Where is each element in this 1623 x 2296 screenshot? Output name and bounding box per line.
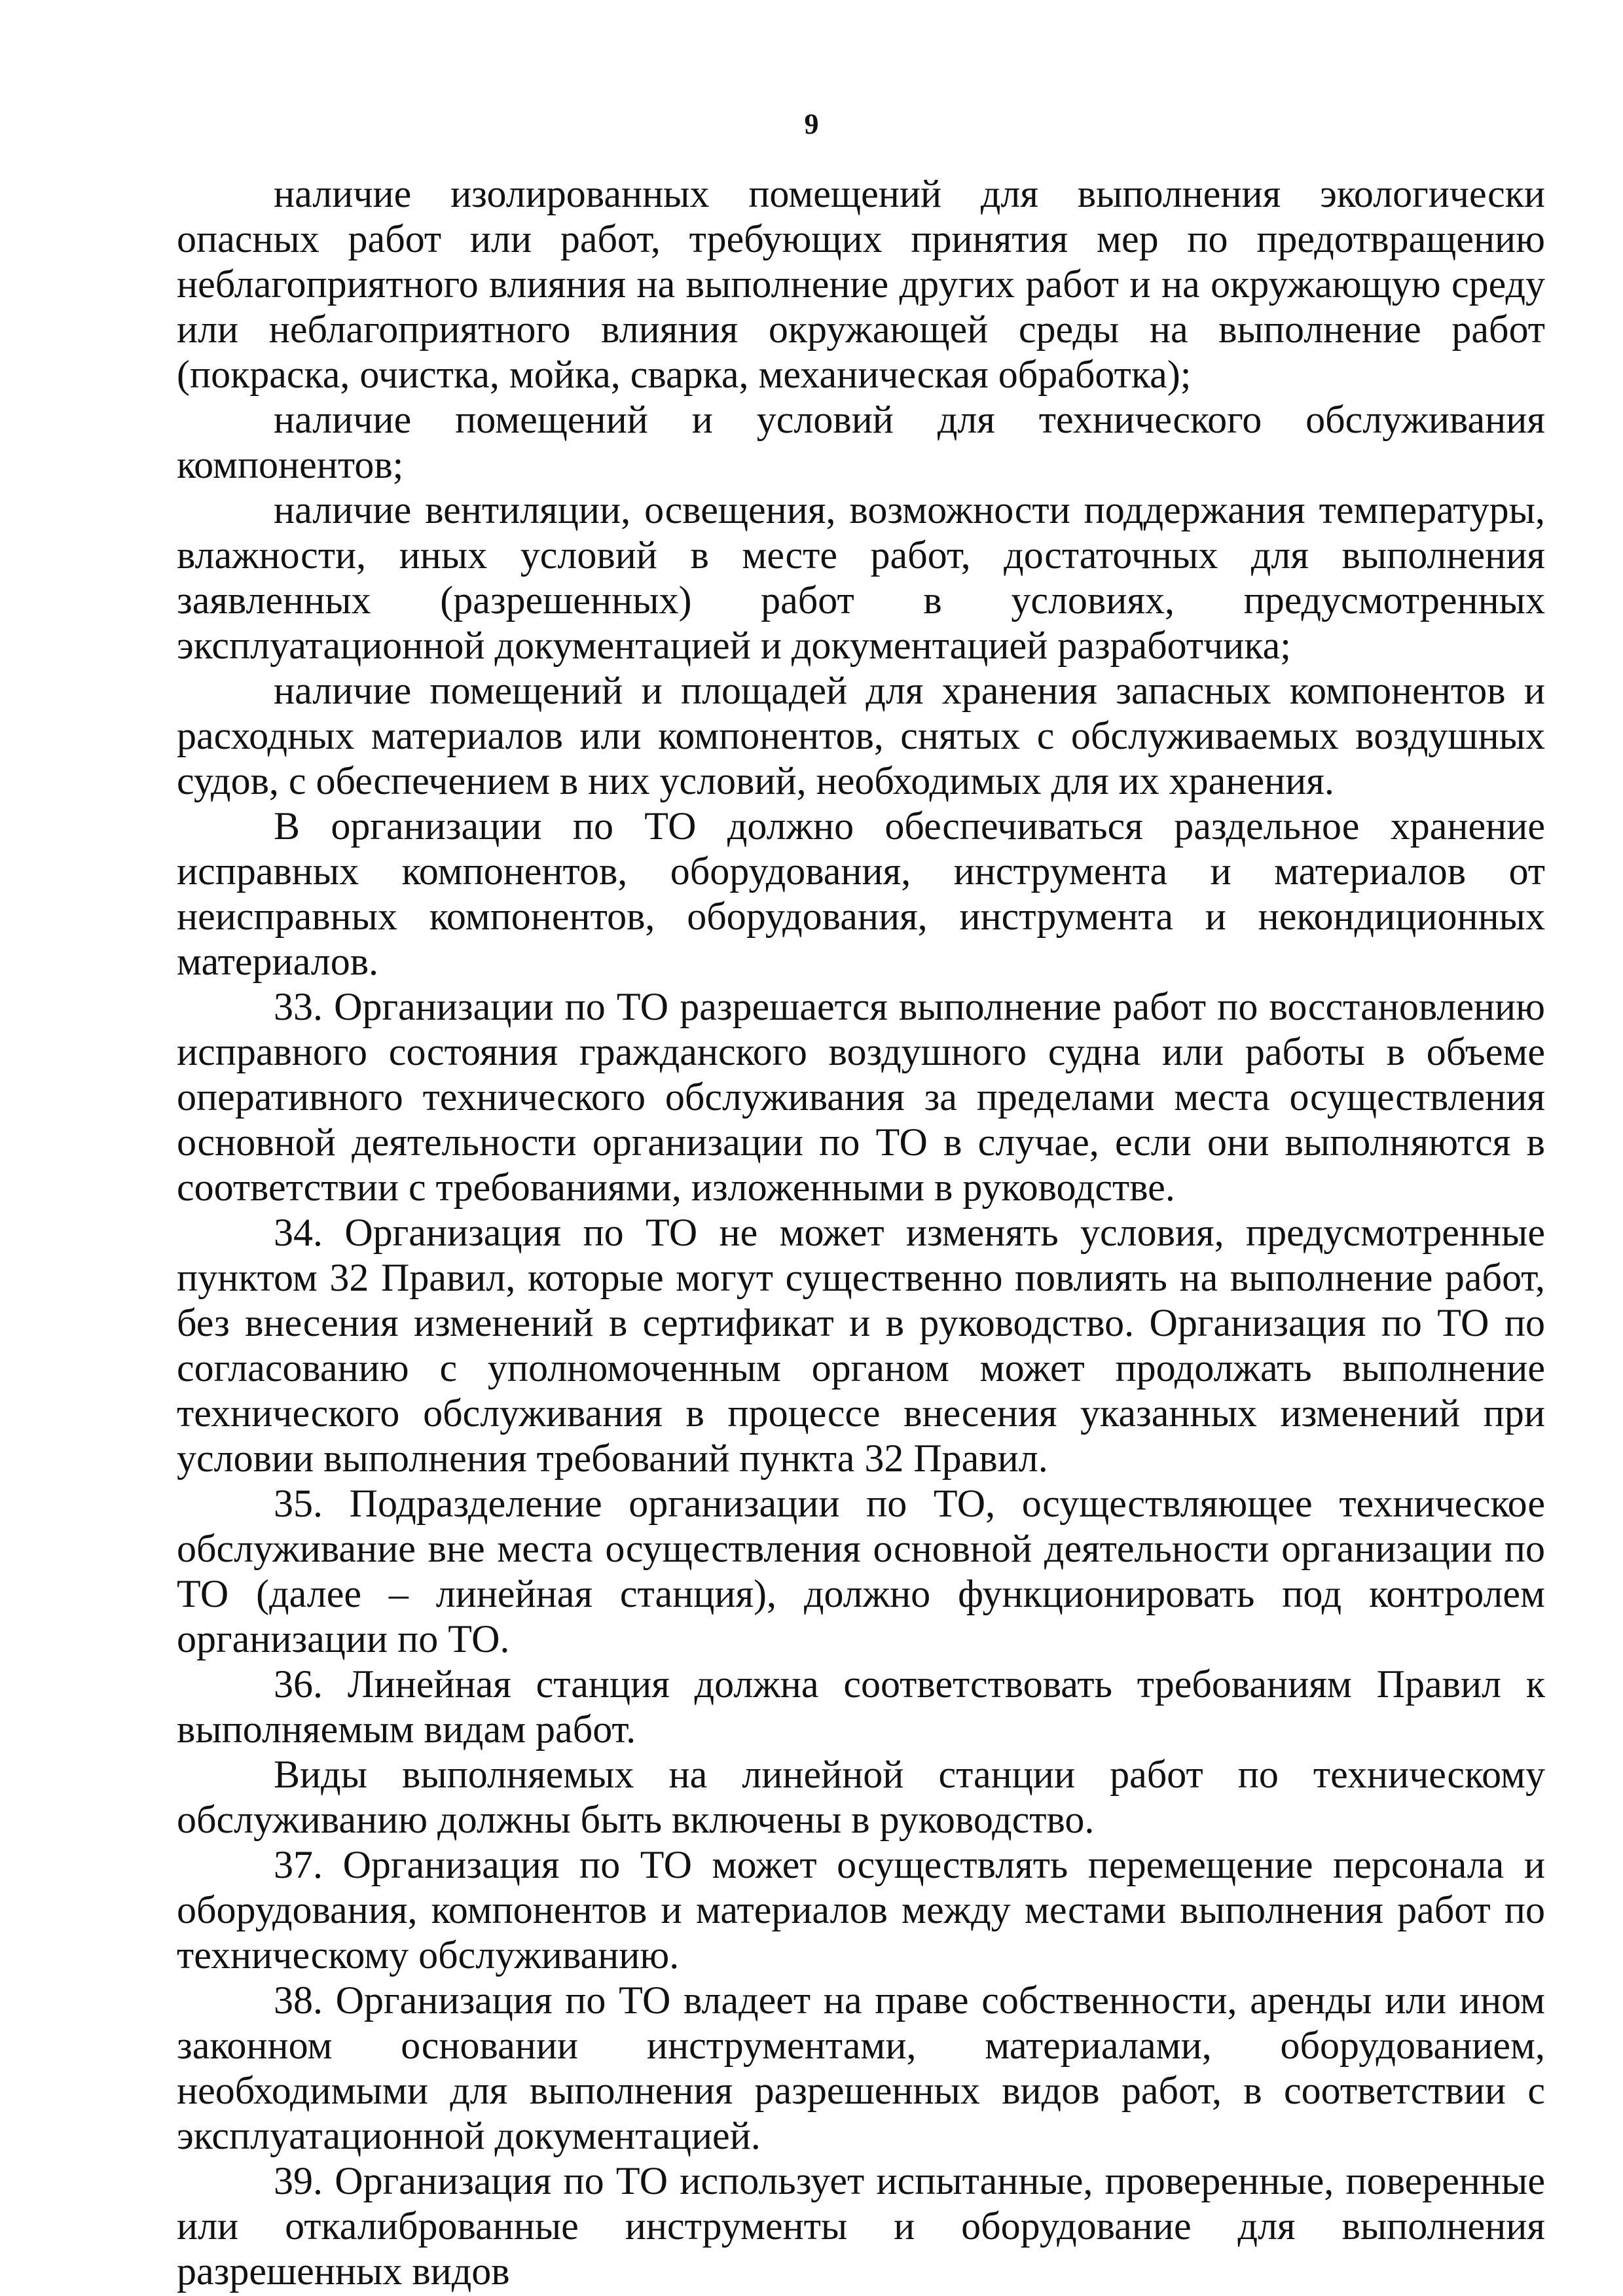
paragraph-separate-storage: В организации по ТО должно обеспечиваться раздельное хранение исправных компонентов, оборудования, инструмента и материалов от неисправных компонентов, оборудования, инструмента и некондиционных материалов. bbox=[177, 804, 1545, 983]
paragraph-item-38: 38. Организация по ТО владеет на праве собственности, аренды или ином законном основании инструментами, материалами, оборудованием, необходимыми для выполнения разрешенных видов работ, в соответствии с эксплуатационной документацией. bbox=[177, 1979, 1545, 2157]
paragraph-item-37: 37. Организация по ТО может осуществлять перемещение персонала и оборудования, компонентов и материалов между местами выполнения работ по техническому обслуживанию. bbox=[177, 1843, 1545, 1977]
paragraph-item-35: 35. Подразделение организации по ТО, осуществляющее техническое обслуживание вне места осуществления основной деятельности организации по ТО (далее – линейная станция), должно функционировать под контролем организации по ТО. bbox=[177, 1482, 1545, 1660]
paragraph-item-34: 34. Организация по ТО не может изменять условия, предусмотренные пунктом 32 Правил, которые могут существенно повлиять на выполнение работ, без внесения изменений в сертификат и в руководство. Организация по ТО по согласованию с уполномоченным органом может продолжать выполнение технического обслуживания в процессе внесения указанных изменений при условии выполнения требований пункта 32 Правил. bbox=[177, 1211, 1545, 1480]
paragraph-item-36: 36. Линейная станция должна соответствовать требованиям Правил к выполняемым видам работ. bbox=[177, 1662, 1545, 1751]
paragraph-ventilation-lighting: наличие вентиляции, освещения, возможности поддержания температуры, влажности, иных условий в месте работ, достаточных для выполнения заявленных (разрешенных) работ в условиях, предусмотренных эксплуатационной документацией и документацией разработчика; bbox=[177, 488, 1545, 667]
paragraph-storage-premises: наличие помещений и площадей для хранения запасных компонентов и расходных материалов или компонентов, снятых с обслуживаемых воздушных судов, с обеспечением в них условий, необходимых для их хранения. bbox=[177, 669, 1545, 802]
paragraph-item-39: 39. Организация по ТО использует испытанные, проверенные, поверенные или откалиброванные инструменты и оборудование для выполнения разрешенных видов bbox=[177, 2159, 1545, 2293]
paragraph-item-33: 33. Организации по ТО разрешается выполнение работ по восстановлению исправного состояния гражданского воздушного судна или работы в объеме оперативного технического обслуживания за пределами места осуществления основной деятельности организации по ТО в случае, если они выполняются в соответствии с требованиями, изложенными в руководстве. bbox=[177, 985, 1545, 1209]
paragraph-component-maintenance-premises: наличие помещений и условий для технического обслуживания компонентов; bbox=[177, 398, 1545, 486]
paragraph-line-station-works: Виды выполняемых на линейной станции работ по техническому обслуживанию должны быть включены в руководство. bbox=[177, 1753, 1545, 1841]
paragraph-isolated-premises: наличие изолированных помещений для выполнения экологически опасных работ или работ, требующих принятия мер по предотвращению неблагоприятного влияния на выполнение других работ и на окружающую среду или неблагоприятного влияния окружающей среды на выполнение работ (покраска, очистка, мойка, сварка, механическая обработка); bbox=[177, 172, 1545, 396]
document-body bbox=[177, 171, 1545, 2294]
page-number: 9 bbox=[804, 108, 819, 140]
